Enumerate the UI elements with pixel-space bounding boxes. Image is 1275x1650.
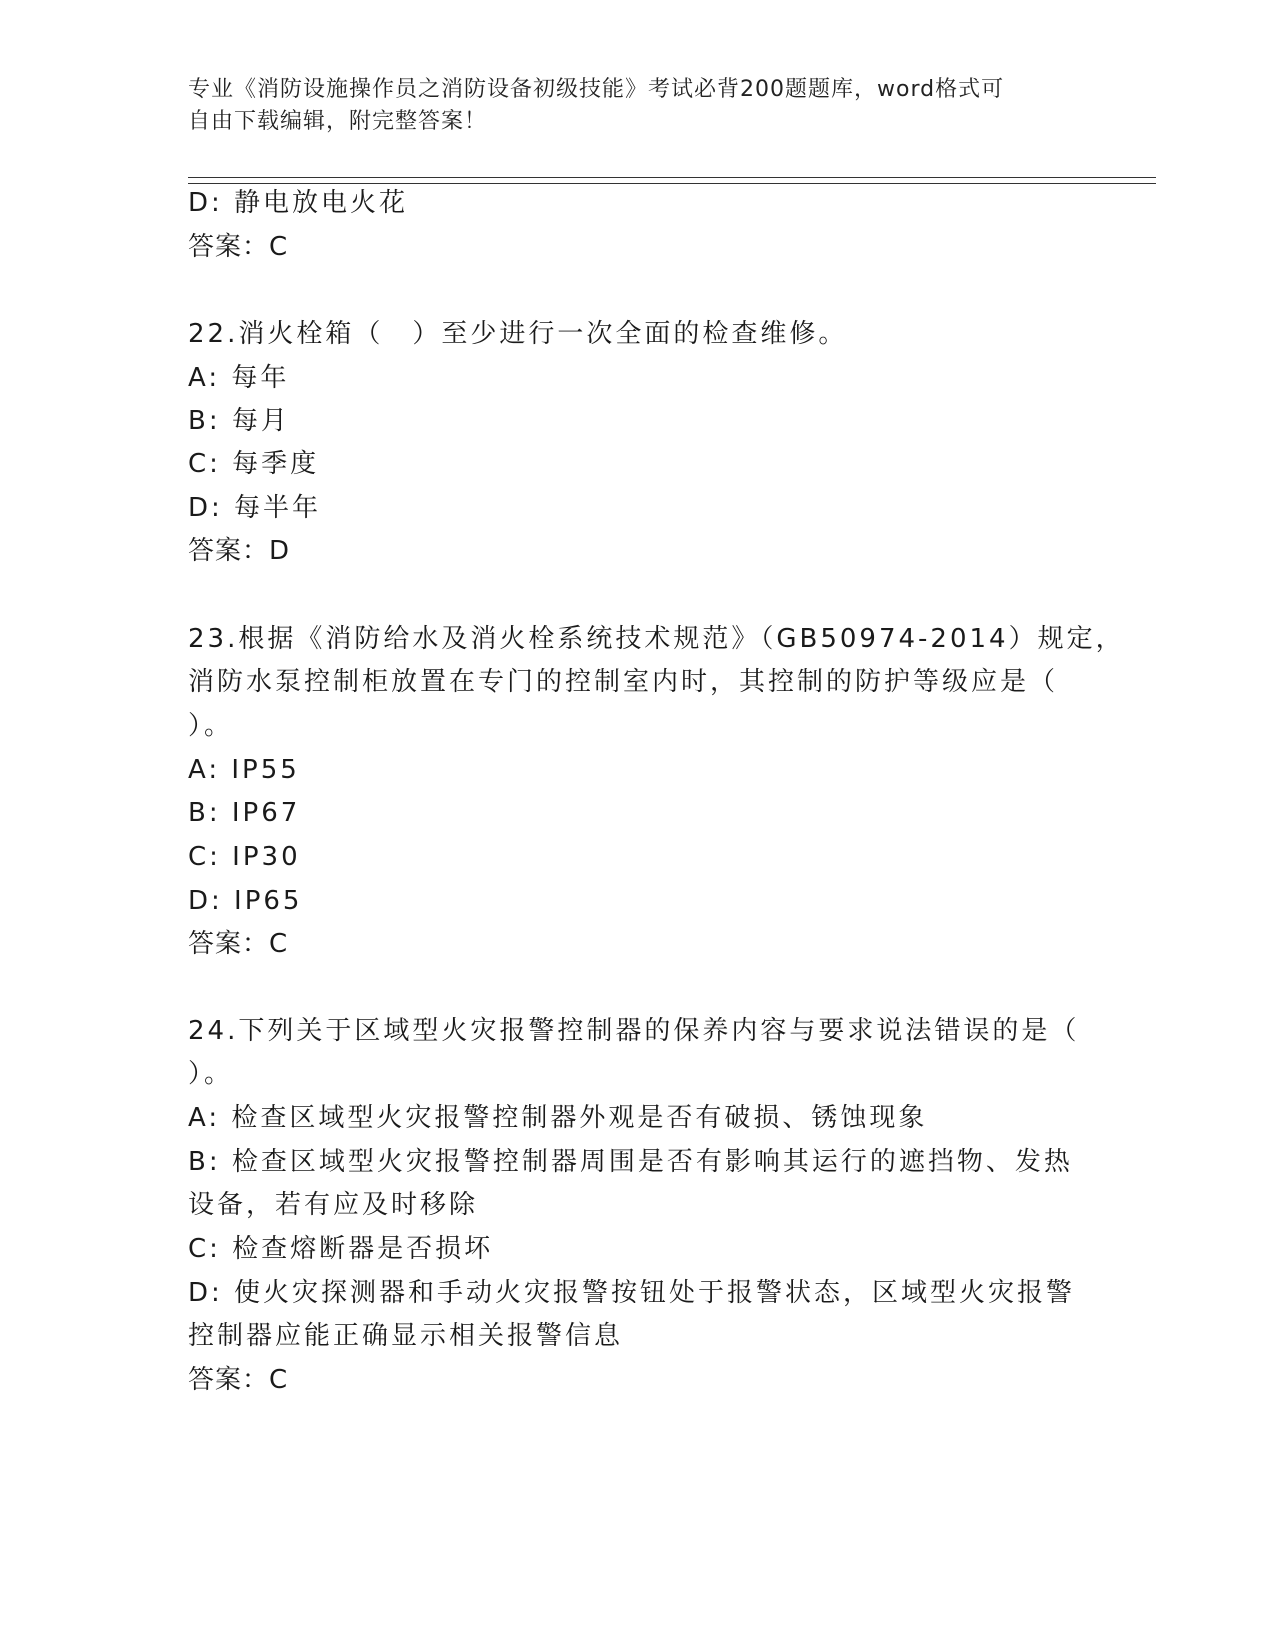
q23-stem-line-3: ）。 xyxy=(188,711,234,741)
q24-option-d: D: 使火灾探测器和手动火灾报警按钮处于报警状态，区域型火灾报警 xyxy=(188,1278,1076,1308)
q24-stem-line-1: 24.下列关于区域型火灾报警控制器的保养内容与要求说法错误的是（ xyxy=(188,1016,1080,1046)
q24-option-a: A: 检查区域型火灾报警控制器外观是否有破损、锈蚀现象 xyxy=(188,1103,928,1133)
header-line-1: 专业《消防设施操作员之消防设备初级技能》考试必背200题题库，word格式可 xyxy=(188,77,1005,102)
header-line-2: 自由下载编辑，附完整答案！ xyxy=(188,109,488,134)
q22-option-b: B: 每月 xyxy=(188,406,290,436)
q22-option-d: D: 每半年 xyxy=(188,493,322,523)
q23-stem-line-1: 23.根据《消防给水及消火栓系统技术规范》（GB50974-2014）规定， xyxy=(188,624,1125,654)
header-divider-top xyxy=(188,177,1156,178)
q23-option-a: A: IP55 xyxy=(188,755,300,785)
q23-answer: 答案：C xyxy=(188,929,289,959)
q22-option-a: A: 每年 xyxy=(188,363,290,393)
q23-option-b: B: IP67 xyxy=(188,798,301,828)
document-header xyxy=(188,74,1068,138)
q22-option-c: C: 每季度 xyxy=(188,449,320,479)
q22-stem: 22.消火栓箱（ ）至少进行一次全面的检查维修。 xyxy=(188,319,848,349)
q23-option-c: C: IP30 xyxy=(188,842,301,872)
header-divider-bottom xyxy=(188,183,1156,184)
q24-option-c: C: 检查熔断器是否损坏 xyxy=(188,1234,494,1264)
q23-option-d: D: IP65 xyxy=(188,886,303,916)
q24-answer: 答案：C xyxy=(188,1365,289,1395)
q24-option-b-cont: 设备，若有应及时移除 xyxy=(188,1190,479,1220)
q24-option-b: B: 检查区域型火灾报警控制器周围是否有影响其运行的遮挡物、发热 xyxy=(188,1147,1073,1177)
q24-stem-line-2: ）。 xyxy=(188,1059,234,1089)
prev-answer: 答案：C xyxy=(188,232,289,262)
q22-answer: 答案：D xyxy=(188,536,291,566)
q24-option-d-cont: 控制器应能正确显示相关报警信息 xyxy=(188,1321,624,1351)
prev-option-d: D: 静电放电火花 xyxy=(188,188,409,218)
q23-stem-line-2: 消防水泵控制柜放置在专门的控制室内时，其控制的防护等级应是（ xyxy=(188,667,1059,697)
